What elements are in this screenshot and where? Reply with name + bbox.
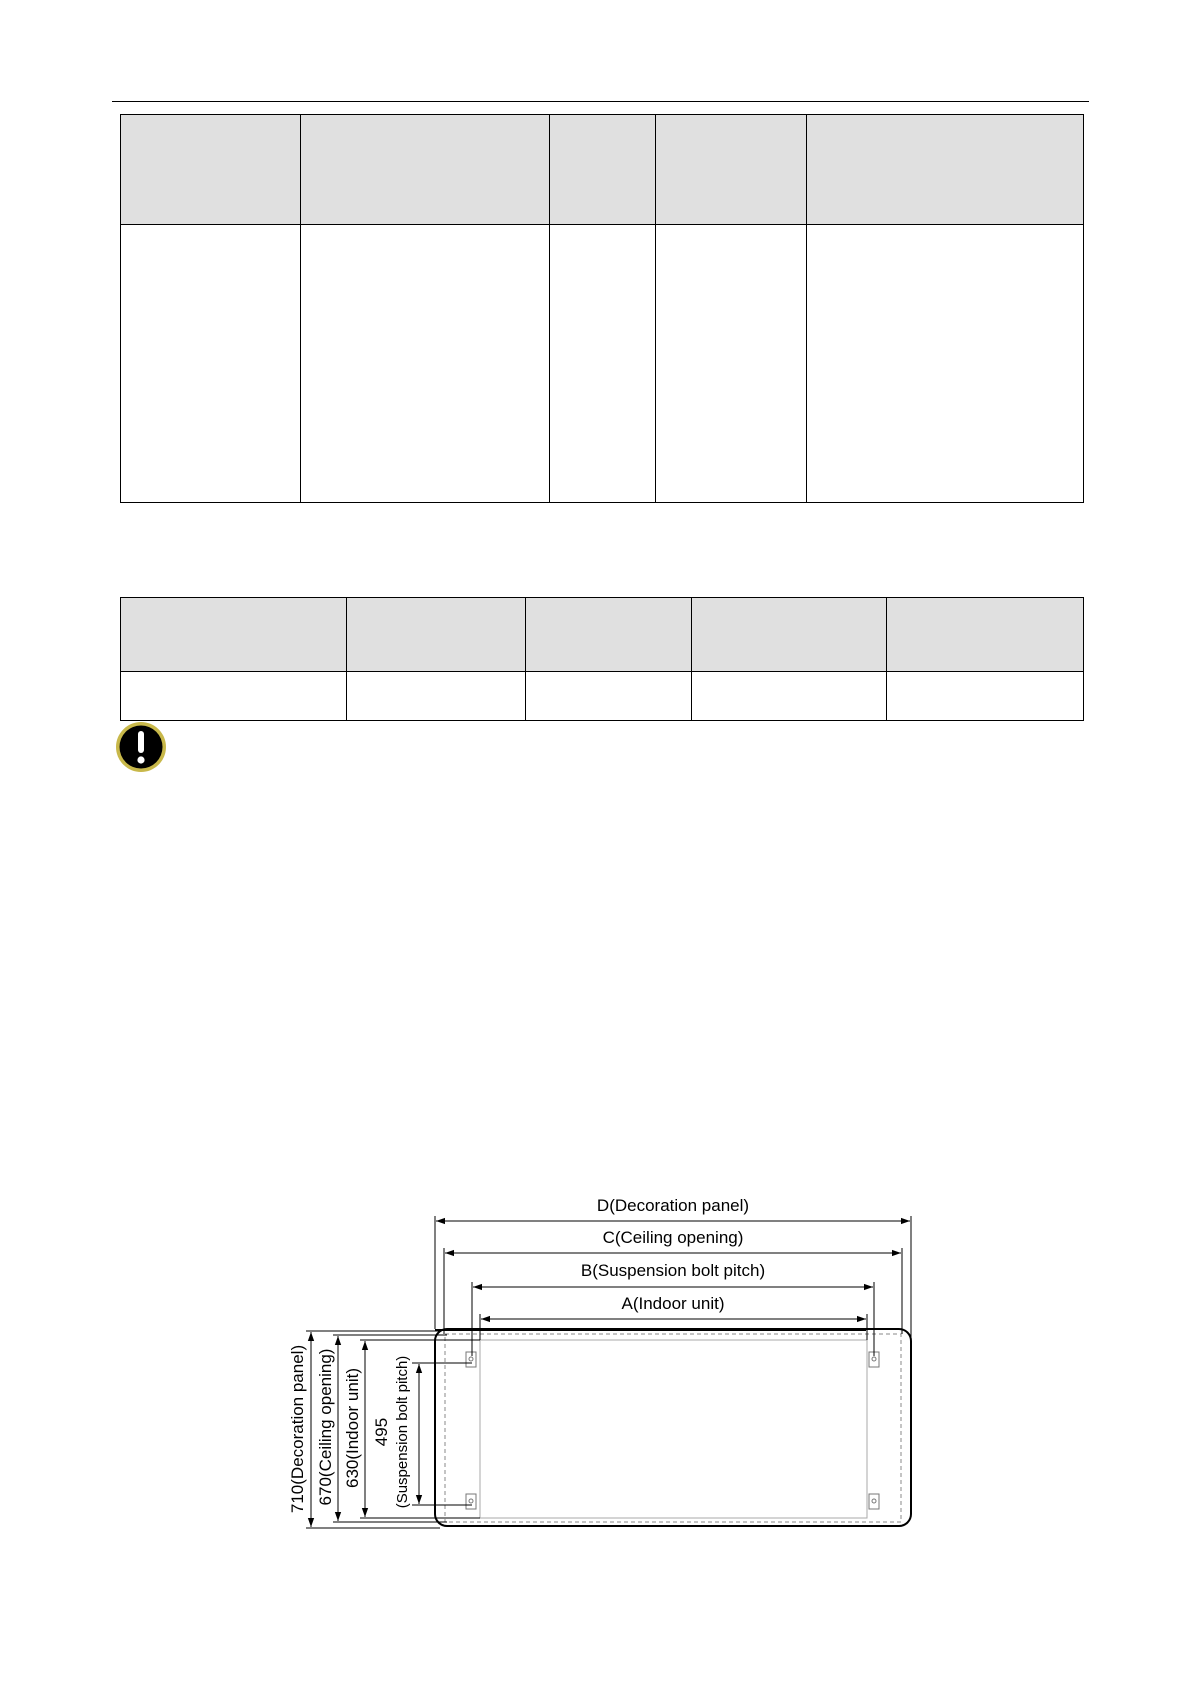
label-495-value: 495 <box>372 1417 391 1447</box>
label-495-suspension-bolt-pitch: (Suspension bolt pitch) <box>394 1355 411 1509</box>
label-b-suspension-bolt-pitch: B(Suspension bolt pitch) <box>580 1261 766 1280</box>
label-670-ceiling-opening: 670(Ceiling opening) <box>316 1348 335 1506</box>
label-710-decoration-panel: 710(Decoration panel) <box>288 1344 307 1514</box>
ceiling-opening-outline <box>445 1334 901 1522</box>
decoration-panel-outline <box>435 1329 911 1526</box>
bolt-bracket-top-left <box>466 1352 476 1367</box>
bolt-bracket-bottom-left <box>466 1494 476 1509</box>
label-a-indoor-unit: A(Indoor unit) <box>621 1294 725 1313</box>
label-630-indoor-unit: 630(Indoor unit) <box>343 1367 362 1489</box>
label-d-decoration-panel: D(Decoration panel) <box>596 1196 750 1215</box>
indoor-unit-outline <box>480 1340 867 1518</box>
label-c-ceiling-opening: C(Ceiling opening) <box>602 1228 744 1247</box>
bolt-bracket-bottom-right <box>869 1494 879 1509</box>
